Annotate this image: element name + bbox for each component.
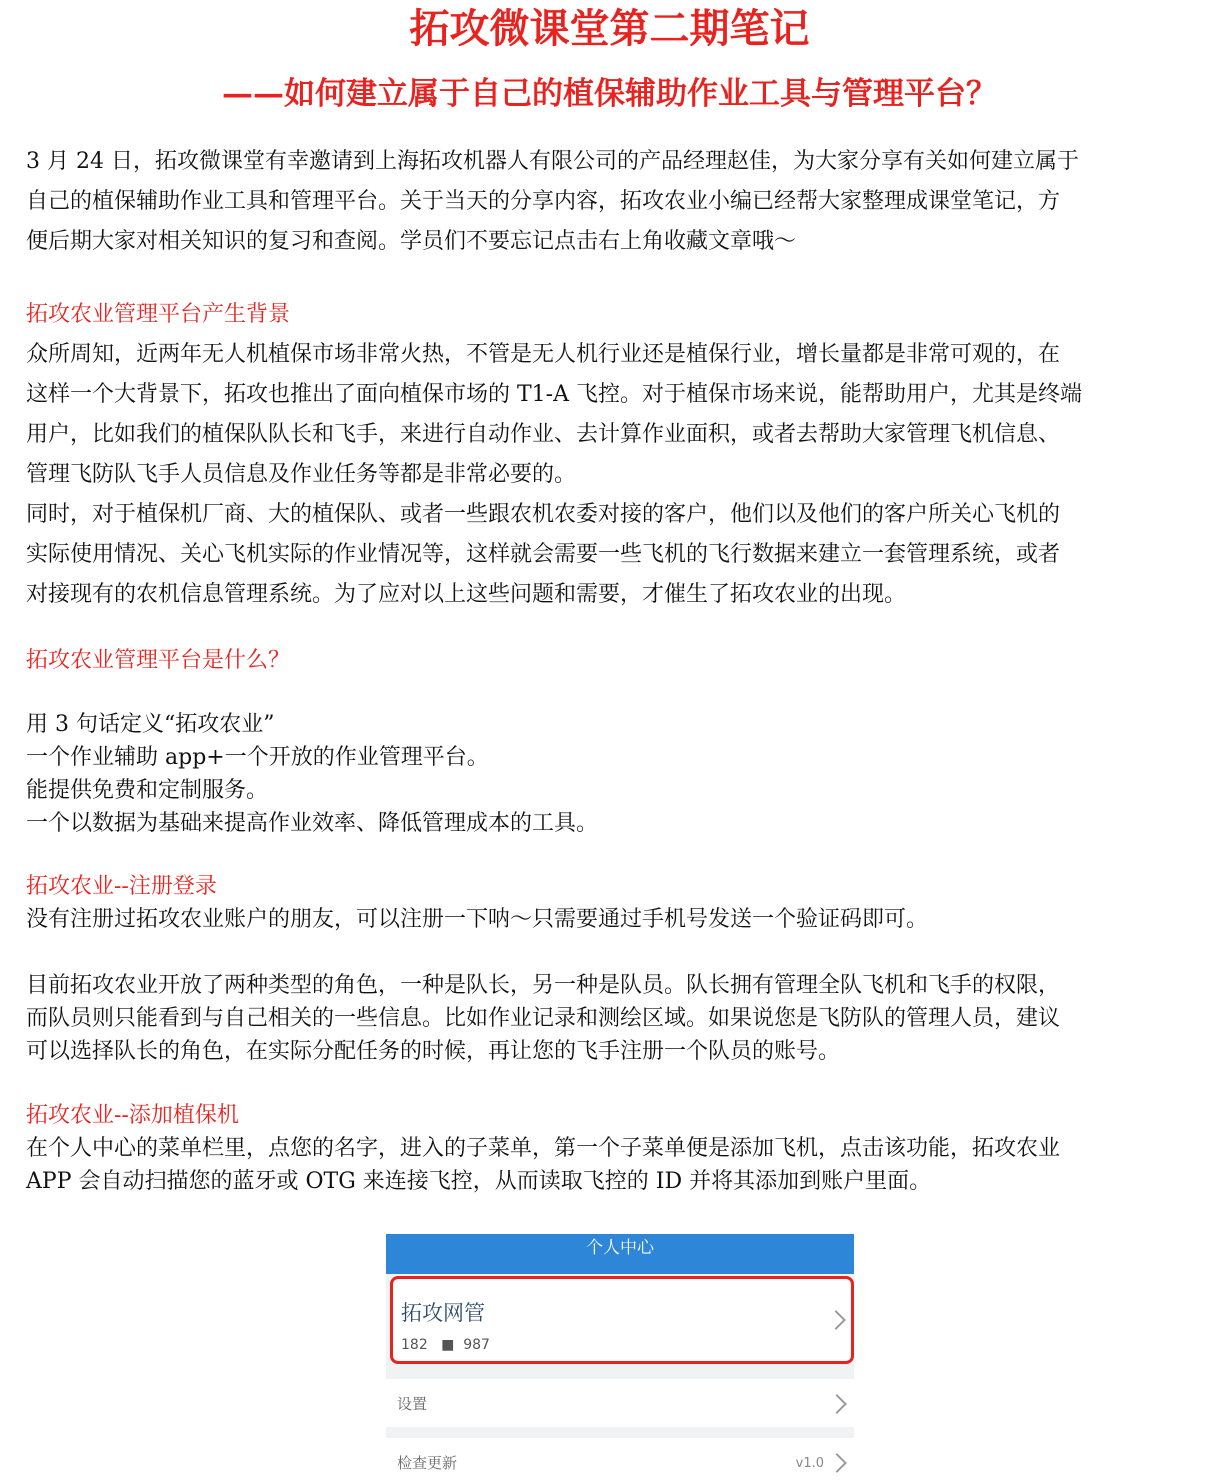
register-paragraph	[26, 903, 1211, 936]
menu-item-settings[interactable]	[386, 1379, 854, 1427]
chevron-right-icon	[826, 1310, 846, 1330]
body-line: 管理飞防队飞手人员信息及作业任务等都是非常必要的。	[26, 462, 577, 487]
body-line: 实际使用情况、关心飞机实际的作业情况等，这样就会需要一些飞机的飞行数据来建立一套管理系统，或者	[26, 542, 1061, 567]
app-screenshot	[386, 1234, 854, 1481]
body-line: APP 会自动扫描您的蓝牙或 OTG 来连接飞控，从而读取飞控的 ID 并将其添加到账户里面。	[26, 1169, 932, 1194]
article-subtitle: ——如何建立属于自己的植保辅助作业工具与管理平台？	[222, 76, 997, 112]
chevron-right-icon	[827, 1394, 847, 1414]
intro-line: 自己的植保辅助作业工具和管理平台。关于当天的分享内容，拓攻农业小编已经帮大家整理成课堂笔记，方	[26, 189, 1061, 214]
definition-list	[26, 708, 1211, 840]
body-line: 对接现有的农机信息管理系统。为了应对以上这些问题和需要，才催生了拓攻农业的出现。	[26, 582, 907, 607]
menu-item-check-update[interactable]	[386, 1438, 854, 1481]
background-paragraph	[26, 335, 1211, 615]
body-line: 在个人中心的菜单栏里，点您的名字，进入的子菜单，第一个子菜单便是添加飞机，点击该功能，拓攻农业	[26, 1136, 1061, 1161]
menu-item-label: 检查更新	[397, 1454, 458, 1472]
chevron-right-icon	[827, 1453, 847, 1473]
body-line: 能提供免费和定制服务。	[26, 778, 269, 803]
app-header-title: 个人中心	[386, 1234, 854, 1274]
section-heading-register: 拓攻农业--注册登录	[26, 874, 217, 899]
body-line: 目前拓攻农业开放了两种类型的角色，一种是队长，另一种是队员。队长拥有管理全队飞机和飞手的权限，	[26, 973, 1061, 998]
article-title: 拓攻微课堂第二期笔记	[409, 5, 810, 52]
add-machine-paragraph	[26, 1132, 1211, 1198]
profile-name: 拓攻网管	[401, 1301, 485, 1325]
intro-paragraph	[26, 142, 1211, 262]
body-line: 可以选择队长的角色，在实际分配任务的时候，再让您的飞手注册一个队员的账号。	[26, 1039, 841, 1064]
section-heading-background: 拓攻农业管理平台产生背景	[26, 302, 291, 327]
section-heading-add-machine: 拓攻农业--添加植保机	[26, 1103, 239, 1128]
profile-card[interactable]	[390, 1276, 854, 1364]
body-line: 用户，比如我们的植保队队长和飞手，来进行自动作业、去计算作业面积，或者去帮助大家管理飞机信息、	[26, 422, 1061, 447]
body-line: 用 3 句话定义“拓攻农业”	[26, 712, 275, 737]
version-label: v1.0	[795, 1456, 824, 1471]
intro-line: 便后期大家对相关知识的复习和查阅。学员们不要忘记点击右上角收藏文章哦～	[26, 229, 797, 254]
profile-phone: 182 ■ 987	[401, 1337, 490, 1353]
body-line: 众所周知，近两年无人机植保市场非常火热，不管是无人机行业还是植保行业，增长量都是非常可观的，在	[26, 342, 1061, 367]
body-line: 这样一个大背景下，拓攻也推出了面向植保市场的 T1-A 飞控。对于植保市场来说，能帮助用户，尤其是终端	[26, 382, 1082, 407]
body-line: 而队员则只能看到与自己相关的一些信息。比如作业记录和测绘区域。如果说您是飞防队的管理人员，建议	[26, 1006, 1061, 1031]
menu-item-label: 设置	[397, 1395, 428, 1413]
body-line: 同时，对于植保机厂商、大的植保队、或者一些跟农机农委对接的客户，他们以及他们的客户所关心飞机的	[26, 502, 1061, 527]
body-line: 没有注册过拓攻农业账户的朋友，可以注册一下呐～只需要通过手机号发送一个验证码即可。	[26, 907, 929, 932]
body-line: 一个作业辅助 app+一个开放的作业管理平台。	[26, 745, 489, 770]
intro-line: 3 月 24 日，拓攻微课堂有幸邀请到上海拓攻机器人有限公司的产品经理赵佳，为大家分享有关如何建立属于	[26, 149, 1079, 174]
roles-paragraph	[26, 969, 1211, 1068]
body-line: 一个以数据为基础来提高作业效率、降低管理成本的工具。	[26, 811, 599, 836]
section-heading-what-is: 拓攻农业管理平台是什么？	[26, 648, 291, 673]
